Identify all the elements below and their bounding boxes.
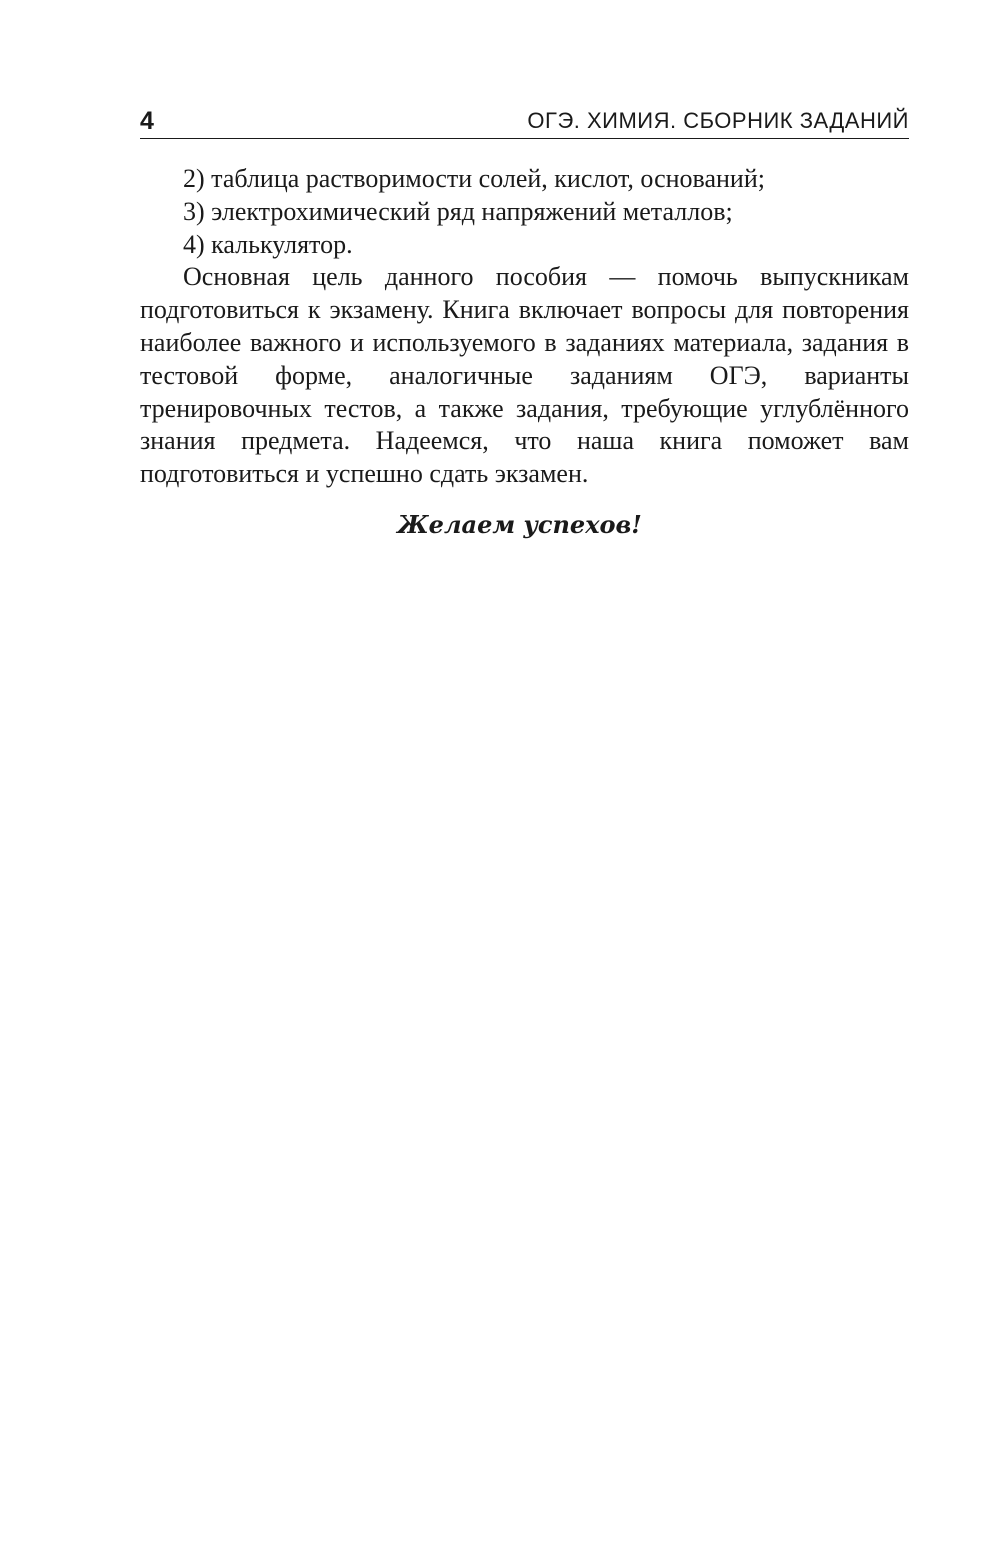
closing-wish: Желаем успехов!	[397, 509, 642, 539]
page-body	[140, 163, 909, 541]
page-header	[140, 104, 909, 139]
list-item: 2) таблица растворимости солей, кислот, оснований;	[183, 164, 765, 193]
intro-paragraph: Основная цель данного пособия — помочь выпускникам подготовиться к экзамену. Книга включает вопросы для повторения наиболее важного и используемого в заданиях материала, задания в тестовой форме, аналогичные заданиям ОГЭ, варианты тренировочных тестов, а также задания, требующие углублённого знания предмета. Надеемся, что наша книга поможет вам подготовиться и успешно сдать экзамен.	[140, 262, 909, 489]
page-number: 4	[140, 107, 154, 135]
list-item: 3) электрохимический ряд напряжений металлов;	[183, 196, 733, 226]
running-title: ОГЭ. ХИМИЯ. СБОРНИК ЗАДАНИЙ	[527, 108, 909, 133]
list-item: 4) калькулятор.	[183, 229, 353, 259]
